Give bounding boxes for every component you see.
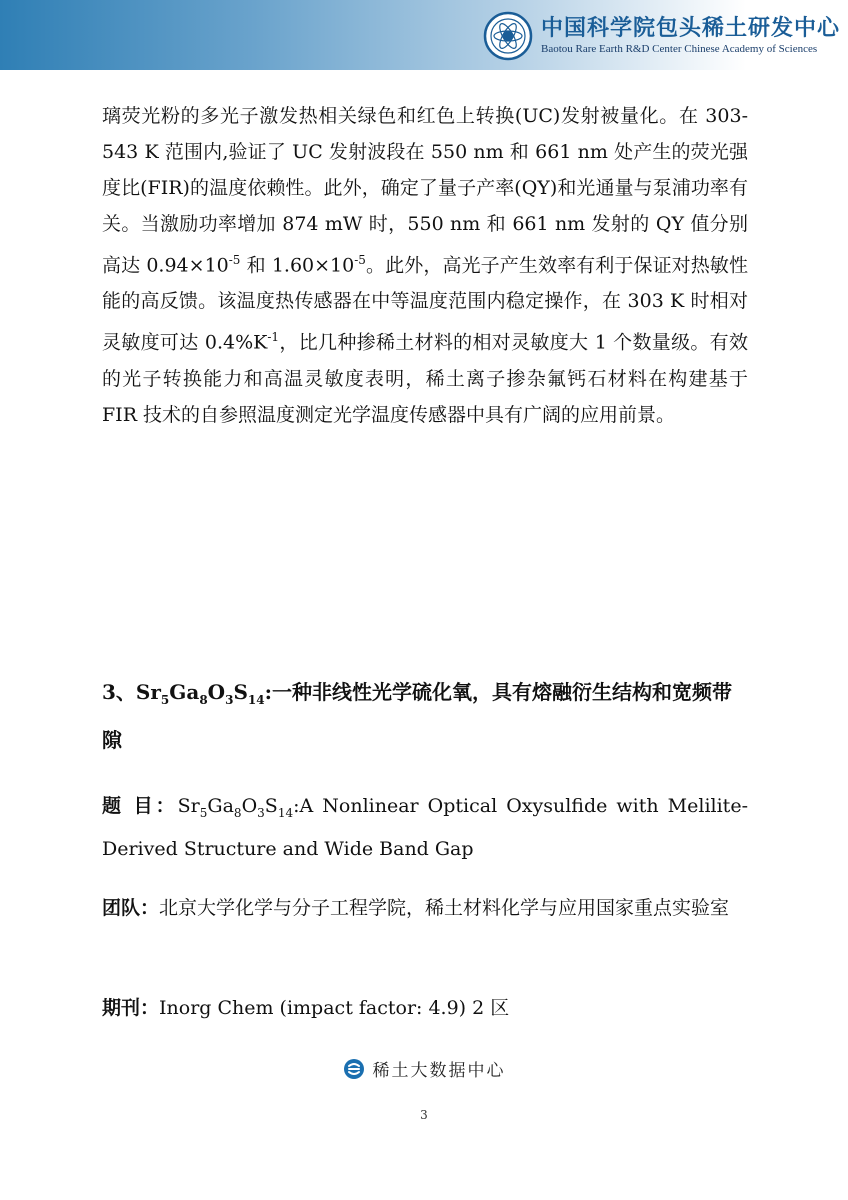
org-name-cn: 中国科学院包头稀土研发中心	[540, 16, 840, 41]
paper-title	[102, 788, 748, 867]
paragraph-text-a: 璃荧光粉的多光子激发热相关绿色和红色上转换(UC)发射被量化。在 303-543 K 范围内,验证了 UC 发射波段在 550 nm 和 661 nm 处产生的荧光强度比(FIR)的温度依赖性。此外，确定了量子产率(QY)和光通量与泵浦功率有关。当激励功率增加 874 mW 时，550 nm 和 661 nm 发射的 QY 值分别高达 0.94×10	[102, 105, 748, 277]
team-value: 北京大学化学与分子工程学院，稀土材料化学与应用国家重点实验室	[159, 897, 730, 919]
formula-sr-count: 5	[160, 693, 170, 707]
paragraph-text-d: ，比几种掺稀土材料的相对灵敏度大 1 个数量级。有效的光子转换能力和高温灵敏度表明，稀土离子掺杂氟钙石材料在构建基于 FIR 技术的自参照温度测定光学温度传感器中具有广阔的应用前景。	[102, 331, 748, 426]
formula-ga: Ga	[169, 680, 200, 704]
formula-sr-2: Sr	[177, 795, 200, 817]
paragraph-text-b: 和 1.60×10	[240, 254, 355, 277]
formula-ga-2: Ga	[207, 795, 234, 817]
formula-sr: Sr	[135, 680, 161, 704]
journal-value: Inorg Chem (impact factor: 4.9) 2 区	[159, 997, 510, 1019]
header-logo-block	[483, 8, 840, 64]
team-line	[102, 890, 748, 926]
formula-s-count-2: 14	[277, 805, 294, 820]
cas-logo-icon	[483, 11, 533, 61]
org-name-en: Baotou Rare Earth R&D Center Chinese Academy of Sciences	[540, 43, 818, 55]
formula-ga-count: 8	[199, 693, 208, 707]
section-heading	[102, 672, 748, 760]
rare-earth-data-icon	[343, 1058, 365, 1080]
journal-line	[102, 990, 748, 1026]
formula-o-count: 3	[225, 693, 234, 707]
section-title-rest: :一种非线性光学硫化氧，具有熔融衍生结构和宽频带隙	[102, 680, 732, 752]
page-number: 3	[420, 1108, 428, 1122]
body-content	[102, 98, 748, 433]
formula-s-2: S	[264, 795, 278, 817]
paragraph-text-c: 。此外，高光子产生效率有利于保证对热敏性能的高反馈。该温度热传感器在中等温度范围内稳定操作，在 303 K 时相对灵敏度可达 0.4%K	[102, 254, 748, 354]
title-label: 题 目：	[102, 795, 178, 817]
journal-label: 期刊：	[102, 997, 160, 1019]
formula-o-count-2: 3	[257, 805, 265, 820]
exponent-1: -5	[228, 253, 241, 267]
section-number: 3、	[102, 680, 136, 704]
footer-center-name: 稀土大数据中心	[372, 1061, 506, 1081]
team-label: 团队：	[102, 897, 160, 919]
formula-o-2: O	[241, 795, 258, 817]
formula-s: S	[233, 680, 248, 704]
exponent-2: -5	[354, 253, 366, 267]
formula-ga-count-2: 8	[233, 805, 242, 820]
footer-logo	[0, 1056, 848, 1081]
formula-sr-count-2: 5	[199, 805, 208, 820]
formula-s-count: 14	[247, 693, 265, 707]
title-en-rest: :A Nonlinear Optical Oxysulfide with Melilite-Derived Structure and Wide Band Gap	[102, 795, 748, 860]
formula-o: O	[207, 680, 226, 704]
exponent-3: -1	[267, 330, 280, 345]
abstract-paragraph	[102, 98, 748, 433]
